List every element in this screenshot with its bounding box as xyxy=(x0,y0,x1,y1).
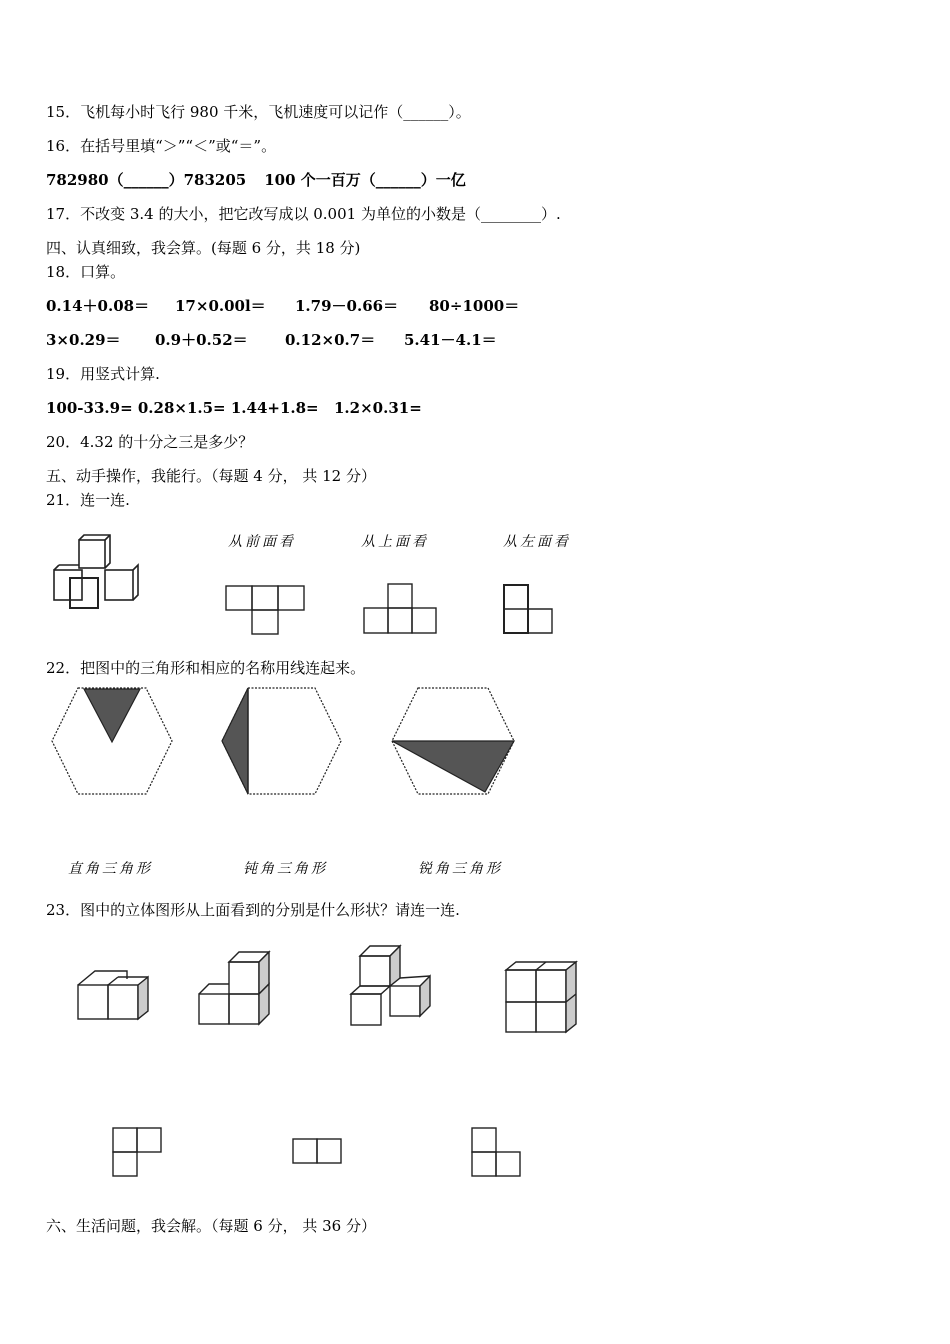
q22-hexagon-2 xyxy=(218,686,343,798)
question-21: 21．连一连. xyxy=(46,491,130,509)
question-16-item-b: 100 个一百万（______）一亿 xyxy=(264,171,466,189)
calc-item: 1.79－0.66＝ xyxy=(295,297,399,315)
q21-view-label-front: 从前面看 xyxy=(228,534,296,550)
q23-solid-2 xyxy=(196,950,276,1028)
calc-item: 17×0.00l＝ xyxy=(175,297,266,315)
q23-top-view-2 xyxy=(290,1136,346,1168)
section-4-heading: 四、认真细致，我会算。(每题 6 分，共 18 分) xyxy=(46,239,361,257)
question-22: 22．把图中的三角形和相应的名称用线连起来。 xyxy=(46,659,366,677)
question-15: 15．飞机每小时飞行 980 千米，飞机速度可以记作（______）。 xyxy=(46,103,471,121)
q21-left-view xyxy=(500,580,560,640)
q22-hexagon-1 xyxy=(50,686,175,798)
q21-solid-figure xyxy=(50,532,150,612)
calc-item: 0.14＋0.08＝ xyxy=(46,297,150,315)
q23-top-view-1 xyxy=(110,1126,166,1180)
q23-top-view-3 xyxy=(469,1126,525,1180)
calc-item: 80÷1000＝ xyxy=(429,297,520,315)
q21-view-label-top: 从上面看 xyxy=(361,534,429,550)
vertical-calc-expr: 1.2×0.31= xyxy=(334,399,422,417)
question-19: 19．用竖式计算. xyxy=(46,365,160,383)
q23-solid-1 xyxy=(75,965,155,1025)
q22-name-right-triangle: 直角三角形 xyxy=(68,861,153,877)
q22-hexagon-3 xyxy=(388,686,518,798)
question-18: 18．口算。 xyxy=(46,263,126,281)
calc-item: 5.41－4.1＝ xyxy=(404,331,497,349)
section-6-heading: 六、生活问题，我会解。（每题 6 分， 共 36 分） xyxy=(46,1217,376,1235)
q23-solid-4 xyxy=(503,958,583,1036)
calc-item: 0.12×0.7＝ xyxy=(285,331,376,349)
question-20: 20．4.32 的十分之三是多少？ xyxy=(46,433,254,451)
calc-item: 3×0.29＝ xyxy=(46,331,121,349)
calc-item: 0.9＋0.52＝ xyxy=(155,331,248,349)
question-16-items xyxy=(46,170,466,190)
q21-front-view xyxy=(222,580,332,640)
q22-name-obtuse-triangle: 钝角三角形 xyxy=(243,861,328,877)
question-23: 23．图中的立体图形从上面看到的分别是什么形状？请连一连. xyxy=(46,901,460,919)
question-16: 16．在括号里填“＞”“＜”或“＝”。 xyxy=(46,137,277,155)
vertical-calc-exprs: 100-33.9= 0.28×1.5= 1.44+1.8= xyxy=(46,399,319,417)
q22-name-acute-triangle: 锐角三角形 xyxy=(418,861,503,877)
q21-top-view xyxy=(360,580,450,640)
question-17: 17．不改变 3.4 的大小，把它改写成以 0.001 为单位的小数是（________）. xyxy=(46,205,561,223)
section-5-heading: 五、动手操作，我能行。（每题 4 分， 共 12 分） xyxy=(46,467,376,485)
question-16-item-a: 782980（______）783205 xyxy=(46,171,247,189)
q23-solid-3 xyxy=(348,944,438,1029)
q21-view-label-left: 从左面看 xyxy=(503,534,571,550)
